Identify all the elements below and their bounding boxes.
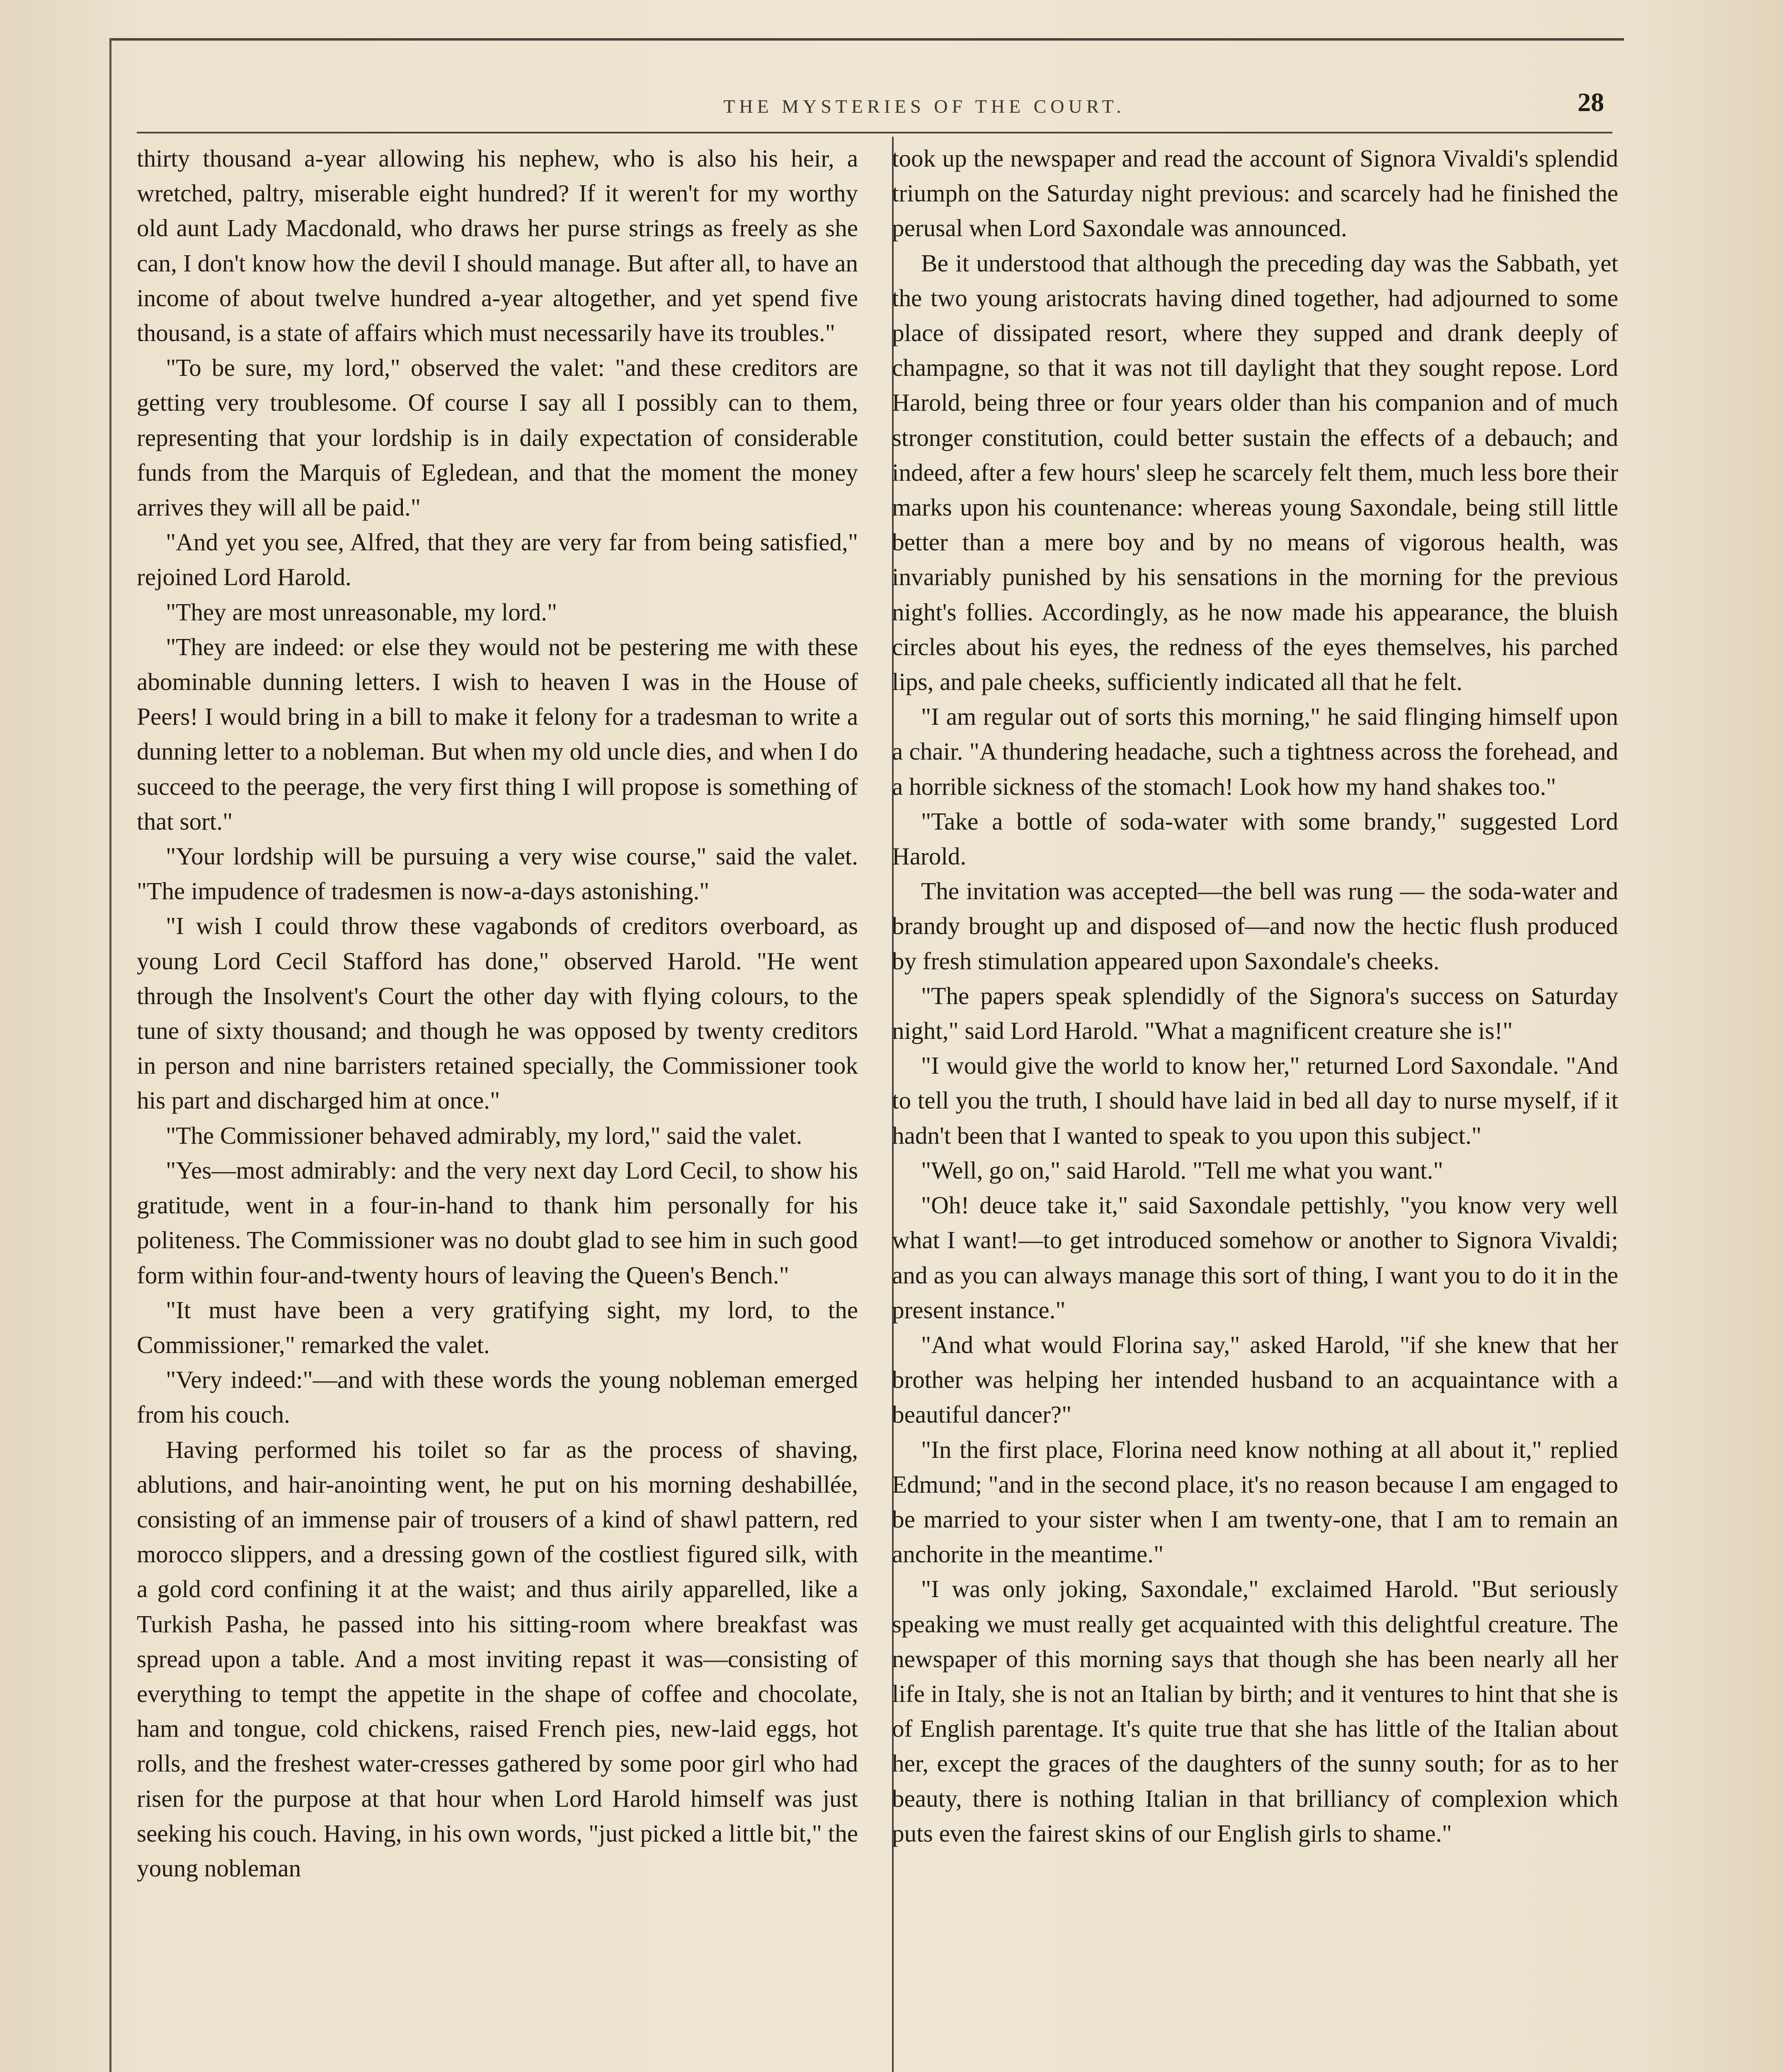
right-column-paragraph: "I was only joking, Saxondale," exclaimed Harold. "But seriously speaking we must really get acquainted with this delightful creature. The newspaper of this morning says that though she has been nearly all her life in Italy, she is not an Italian by birth; and it ventures to hint that she is of English parentage. It's quite true that she has little of the Italian about her, except the graces of the daughters of the sunny south; for as to her beauty, there is nothing Italian in that brilliancy of complexion which puts even the fairest skins of our English girls to shame." [892,1575,1618,1847]
right-column-paragraph: took up the newspaper and read the account of Signora Vivaldi's splendid triumph on the Saturday night previous: and scarcely had he finished the perusal when Lord Saxondale was announced. [892,145,1618,242]
top-border-rule [109,38,1624,41]
right-column-paragraph: The invitation was accepted—the bell was rung — the soda-water and brandy brought up and disposed of—and now the hectic flush produced by fresh stimulation appeared upon Saxondale's cheeks. [892,877,1618,975]
running-head: THE MYSTERIES OF THE COURT. [723,96,1125,117]
right-column-paragraph: "In the first place, Florina need know nothing at all about it," replied Edmund; "and in the second place, it's no reason because I am engaged to be married to your sister when I am twenty-one, that I am to remain an anchorite in the meantime." [892,1435,1618,1568]
right-column-paragraph: Be it understood that although the preceding day was the Sabbath, yet the two young aristocrats having dined together, had adjourned to some place of dissipated resort, where they supped and drank deeply of champagne, so that it was not till daylight that they sought repose. Lord Harold, being three or four years older than his companion and of much stronger constitution, could better sustain the effects of a debauch; and indeed, after a few hours' sleep he scarcely felt them, much less bore their marks upon his countenance: whereas young Saxondale, being still little better than a mere boy and by no means of vigorous health, was invariably punished by his sensations in the morning for the previous night's follies. Accordingly, as he now made his appearance, the bluish circles about his eyes, the redness of the eyes themselves, his parched lips, and pale cheeks, sufficiently indicated all that he felt. [892,249,1618,696]
left-column-paragraph: "They are most unreasonable, my lord." [166,598,558,626]
right-column [892,141,1618,2072]
left-column-paragraph: "The Commissioner behaved admirably, my lord," said the valet. [166,1121,802,1149]
header-rule [137,132,1612,133]
right-column-paragraph: "I would give the world to know her," returned Lord Saxondale. "And to tell you the truth, I should have laid in bed all day to nurse myself, if it hadn't been that I wanted to speak to you upon this subject." [892,1052,1618,1149]
right-column-paragraph: "Take a bottle of soda-water with some brandy," suggested Lord Harold. [892,807,1618,870]
page-number: 28 [1578,87,1604,117]
left-column [137,141,858,2072]
right-column-paragraph: "The papers speak splendidly of the Signora's success on Saturday night," said Lord Harold. "What a magnificent creature she is!" [892,982,1618,1045]
left-column-paragraph: "Yes—most admirably: and the very next day Lord Cecil, to show his gratitude, went in a four-in-hand to thank him personally for his politeness. The Commissioner was no doubt glad to see him in such good form within four-and-twenty hours of leaving the Queen's Bench." [137,1156,858,1289]
left-border-rule [109,38,112,2072]
left-column-paragraph: "It must have been a very gratifying sight, my lord, to the Commissioner," remarked the valet. [137,1296,858,1358]
right-column-paragraph: "Well, go on," said Harold. "Tell me what you want." [921,1156,1443,1184]
left-column-paragraph: "I wish I could throw these vagabonds of creditors overboard, as young Lord Cecil Stafford has done," observed Harold. "He went through the Insolvent's Court the other day with flying colours, to the tune of sixty thousand; and though he was opposed by twenty creditors in person and nine barristers retained specially, the Commissioner took his part and discharged him at once." [137,912,858,1114]
left-column-paragraph: "And yet you see, Alfred, that they are very far from being satisfied," rejoined Lord Harold. [137,528,858,591]
left-column-paragraph: thirty thousand a-year allowing his nephew, who is also his heir, a wretched, paltry, miserable eight hundred? If it weren't for my worthy old aunt Lady Macdonald, who draws her purse strings as freely as she can, I don't know how the devil I should manage. But after all, to have an income of about twelve hundred a-year altogether, and yet spend five thousand, is a state of affairs which must necessarily have its troubles." [137,145,858,347]
left-column-paragraph: "They are indeed: or else they would not be pestering me with these abominable dunning letters. I wish to heaven I was in the House of Peers! I would bring in a bill to make it felony for a tradesman to write a dunning letter to a nobleman. But when my old uncle dies, and when I do succeed to the peerage, the very first thing I will propose is something of that sort." [137,633,858,835]
left-column-paragraph: "Your lordship will be pursuing a very wise course," said the valet. "The impudence of tradesmen is now-a-days astonishing." [137,842,858,905]
left-column-paragraph: "Very indeed:"—and with these words the young nobleman emerged from his couch. [137,1366,858,1428]
left-column-paragraph: "To be sure, my lord," observed the valet: "and these creditors are getting very troublesome. Of course I say all I possibly can to them, representing that your lordship is in daily expectation of considerable funds from the Marquis of Egledean, and that the moment the money arrives they will all be paid." [137,354,858,521]
right-column-paragraph: "And what would Florina say," asked Harold, "if she knew that her brother was helping her intended husband to an acquaintance with a beautiful dancer?" [892,1331,1618,1428]
page-header [137,83,1612,124]
left-column-paragraph: Having performed his toilet so far as the process of shaving, ablutions, and hair-anointing went, he put on his morning deshabillée, consisting of an immense pair of trousers of a kind of shawl pattern, red morocco slippers, and a dressing gown of the costliest figured silk, with a gold cord confining it at the waist; and thus airily apparelled, like a Turkish Pasha, he passed into his sitting-room where breakfast was spread upon a table. And a most inviting repast it was—consisting of everything to tempt the appetite in the shape of coffee and chocolate, ham and tongue, cold chickens, raised French pies, new-laid eggs, hot rolls, and the freshest water-cresses gathered by some poor girl who had risen for the purpose at that hour when Lord Harold himself was just seeking his couch. Having, in his own words, "just picked a little bit," the young nobleman [137,1435,858,1882]
right-column-paragraph: "Oh! deuce take it," said Saxondale pettishly, "you know very well what I want!—to get introduced somehow or another to Signora Vivaldi; and as you can always manage this sort of thing, I want you to do it in the present instance." [892,1191,1618,1324]
right-column-paragraph: "I am regular out of sorts this morning," he said flinging himself upon a chair. "A thundering headache, such a tightness across the forehead, and a horrible sickness of the stomach! Look how my hand shakes too." [892,703,1618,800]
